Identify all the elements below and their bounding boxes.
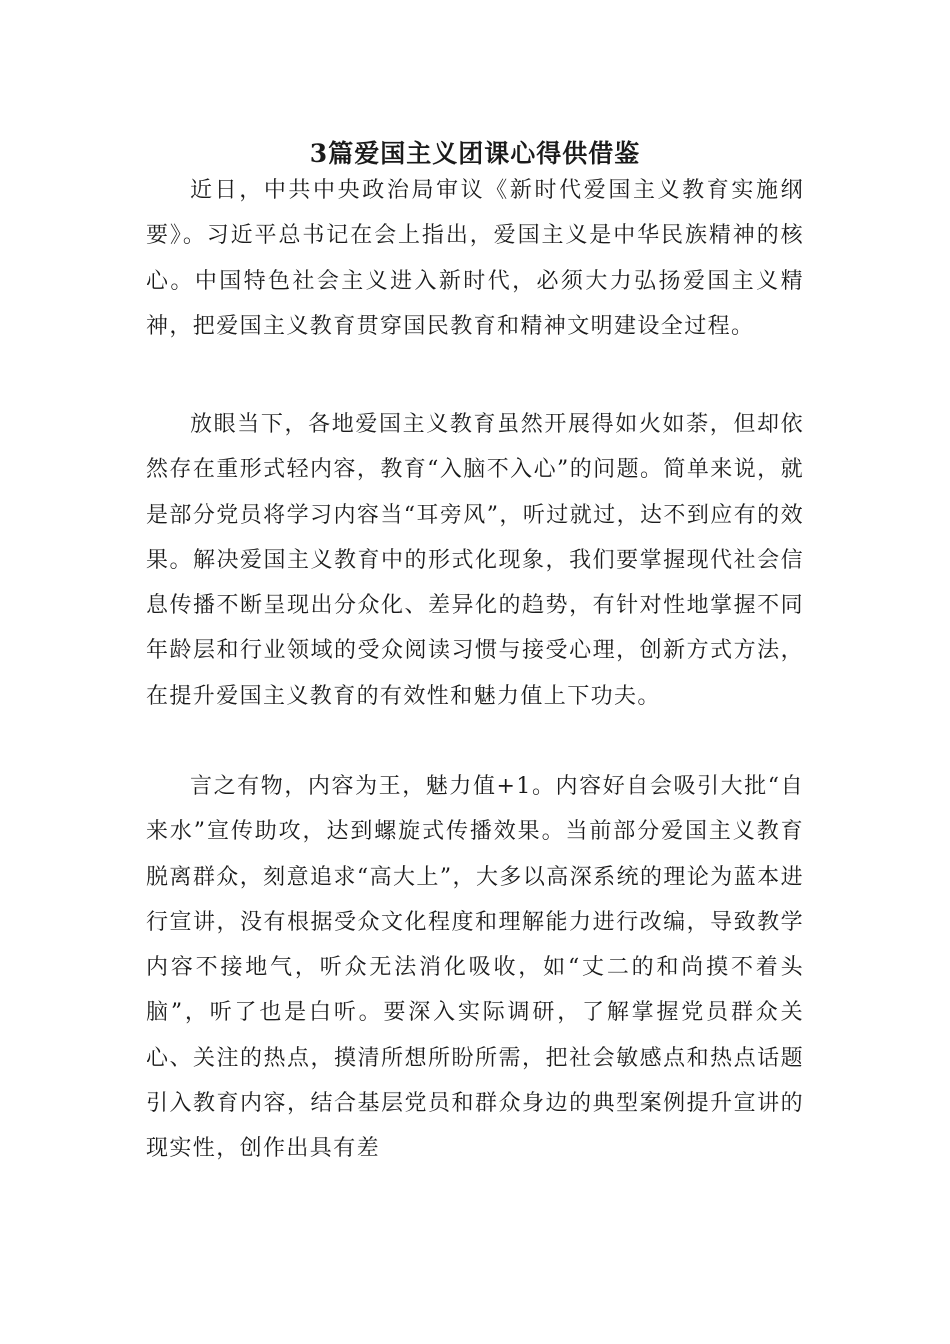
paragraph-intro: 近日，中共中央政治局审议《新时代爱国主义教育实施纲要》。习近平总书记在会上指出，爱国主义是中华民族精神的核心。中国特色社会主义进入新时代，必须大力弘扬爱国主义精神，把爱国主义教育贯穿国民教育和精神文明建设全过程。 xyxy=(146,178,804,339)
paragraph-current-situation: 放眼当下，各地爱国主义教育虽然开展得如火如荼，但却依然存在重形式轻内容，教育“入脑不入心”的问题。简单来说，就是部分党员将学习内容当“耳旁风”，听过就过，达不到应有的效果。解决爱国主义教育中的形式化现象，我们要掌握现代社会信息传播不断呈现出分众化、差异化的趋势，有针对性地掌握不同年龄层和行业领域的受众阅读习惯与接受心理，创新方式方法，在提升爱国主义教育的有效性和魅力值上下功夫。 xyxy=(146,412,804,709)
paragraph-content-is-king: 言之有物，内容为王，魅力值+1。内容好自会吸引大批“自来水”宣传助攻，达到螺旋式传播效果。当前部分爱国主义教育脱离群众，刻意追求“高大上”，大多以高深系统的理论为蓝本进行宣讲，没有根据受众文化程度和理解能力进行改编，导致教学内容不接地气，听众无法消化吸收，如“丈二的和尚摸不着头脑”，听了也是白听。要深入实际调研，了解掌握党员群众关心、关注的热点，摸清所想所盼所需，把社会敏感点和热点话题引入教育内容，结合基层党员和群众身边的典型案例提升宣讲的现实性，创作出具有差 xyxy=(146,774,804,1162)
document-title: 3篇爱国主义团课心得供借鉴 xyxy=(309,139,641,168)
